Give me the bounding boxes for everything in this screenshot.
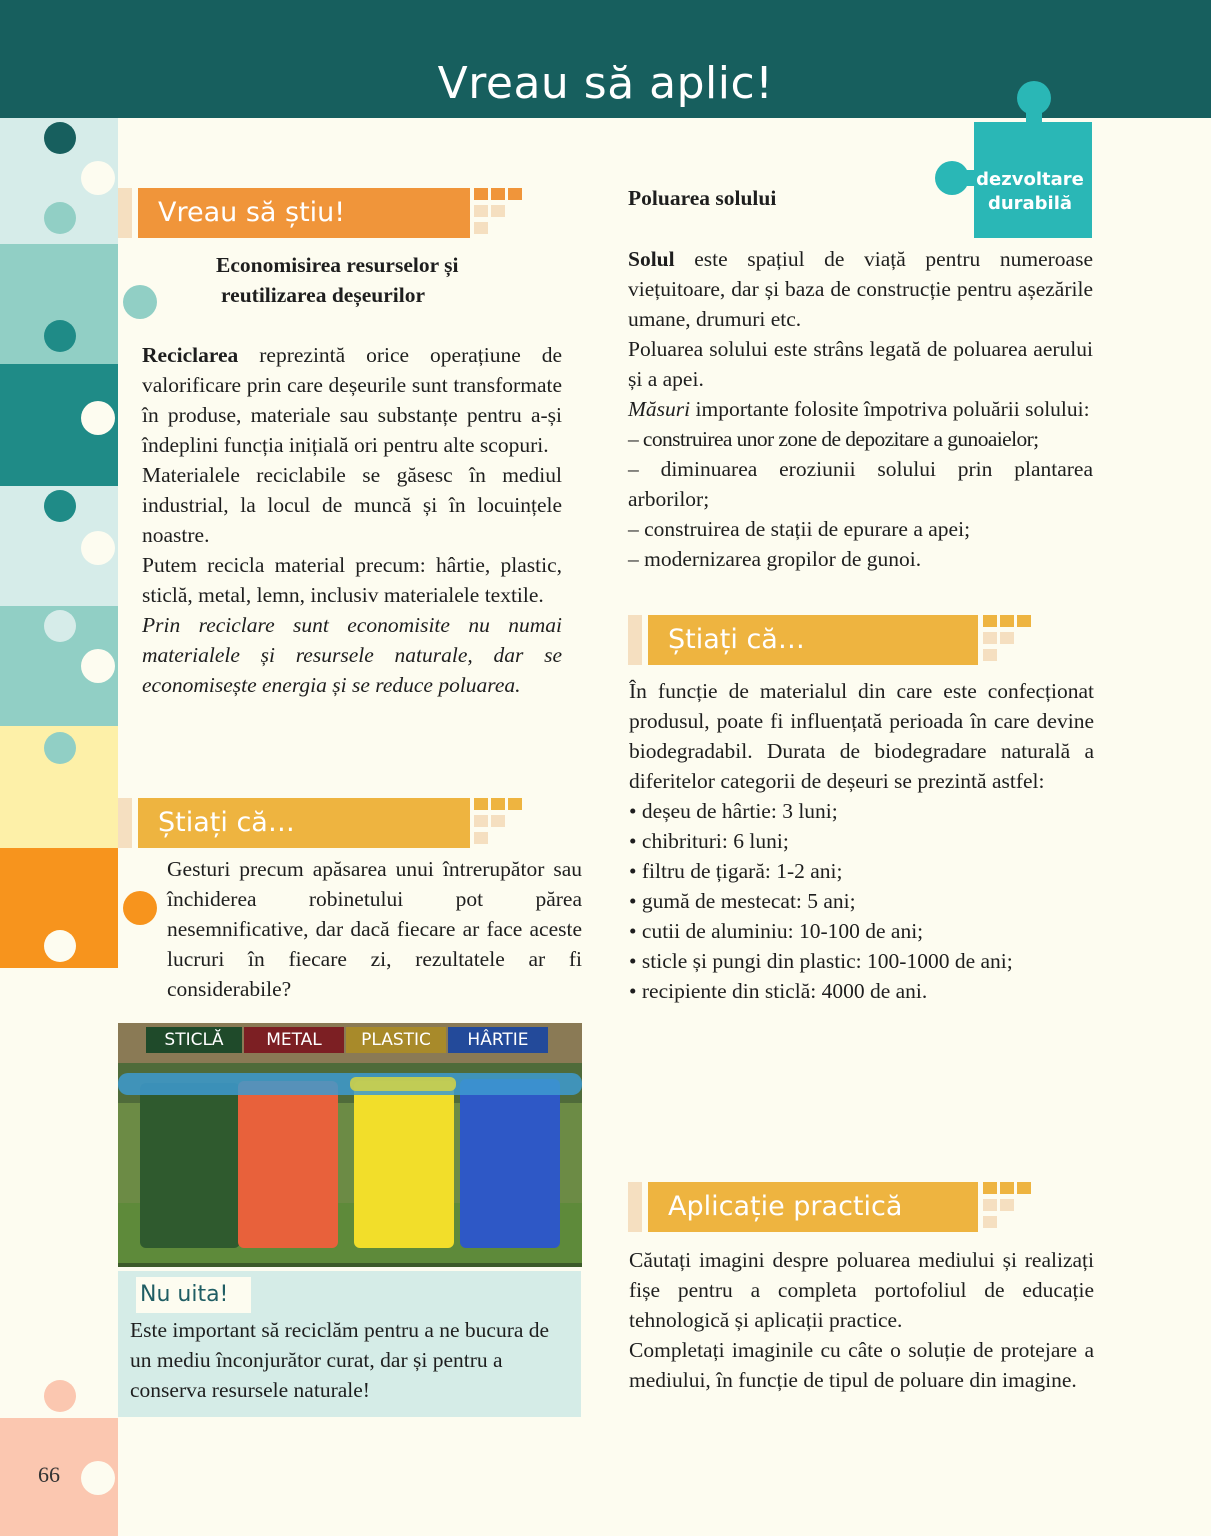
subtitle-line-1: Economisirea resurselor și bbox=[216, 253, 459, 277]
recycling-bins-photo bbox=[118, 1023, 582, 1267]
list-item: – construirea unor zone de depozitare a gunoaielor; bbox=[628, 427, 1039, 451]
solul-term: Solul bbox=[628, 247, 675, 271]
reciclarea-definition: reprezintă orice operațiune de valorificare prin care deșeurile sunt transformate în produse, materiale sau substanțe pentru a-și îndeplini funcția inițială ori pentru alte scopuri. bbox=[142, 343, 562, 457]
cautati-paragraph: Căutați imagini despre poluarea mediului și realizați fișe pentru a completa portofoliul de educație tehnologică și aplicații practice. bbox=[629, 1248, 1094, 1332]
heading-aplicatie-practica bbox=[628, 1182, 978, 1232]
badge-line-1: dezvoltare bbox=[976, 169, 1084, 190]
heading-label: Vreau să știu! bbox=[138, 188, 470, 238]
page-title: Vreau să aplic! bbox=[437, 58, 774, 109]
list-item: – modernizarea gropilor de gunoi. bbox=[628, 547, 922, 571]
list-item: • deșeu de hârtie: 3 luni; bbox=[629, 799, 838, 823]
heading-stripe bbox=[628, 615, 642, 665]
masuri-rest: importante folosite împotriva poluării solului: bbox=[690, 397, 1090, 421]
heading-stripe bbox=[118, 798, 132, 848]
heading-label: Știați că… bbox=[648, 615, 978, 665]
reciclabile-paragraph: Materialele reciclabile se găsesc în mediul industrial, la locul de muncă și în locuințele noastre. bbox=[142, 463, 562, 547]
list-item: • filtru de țigară: 1-2 ani; bbox=[629, 859, 843, 883]
stiati-ca-1-text bbox=[167, 854, 582, 1004]
heading-stripe bbox=[118, 188, 132, 238]
list-item: • gumă de mestecat: 5 ani; bbox=[629, 889, 856, 913]
reciclare-text bbox=[142, 340, 562, 700]
subtitle-resurse bbox=[216, 250, 516, 310]
list-item: – diminuarea eroziunii solului prin plantarea arborilor; bbox=[628, 457, 1093, 511]
label-metal: METAL bbox=[244, 1027, 344, 1053]
badge-label bbox=[975, 168, 1085, 216]
list-item: • recipiente din sticlă: 4000 de ani. bbox=[629, 979, 928, 1003]
stiati-ca-2-text bbox=[629, 676, 1094, 1006]
poluare-paragraph: Poluarea solului este strâns legată de poluarea aerului și a apei. bbox=[628, 337, 1093, 391]
poluarea-solului-title bbox=[628, 183, 928, 213]
aplicatie-text bbox=[629, 1245, 1094, 1395]
heading-label: Știați că… bbox=[138, 798, 470, 848]
gesturi-paragraph: Gesturi precum apăsarea unui întrerupător sau închiderea robinetului pot părea nesemnificative, dar dacă fiecare ar face aceste lucruri în fiecare zi, rezultatele ar fi considerabile? bbox=[167, 857, 582, 1001]
reciclarea-term: Reciclarea bbox=[142, 343, 239, 367]
list-item: • chibrituri: 6 luni; bbox=[629, 829, 789, 853]
solul-definition: este spațiul de viață pentru numeroase viețuitoare, dar și baza de construcție pentru așezările umane, drumuri etc. bbox=[628, 247, 1093, 331]
nu-uita-tag: Nu uita! bbox=[136, 1277, 251, 1313]
completati-paragraph: Completați imaginile cu câte o soluție de protejare a mediului, în funcție de tipul de poluare din imagine. bbox=[629, 1338, 1094, 1392]
section-title: Poluarea solului bbox=[628, 186, 777, 210]
nu-uita-text: Este important să reciclăm pentru a ne bucura de un mediu înconjurător curat, dar și pentru a conserva resursele naturale! bbox=[130, 1318, 550, 1402]
page-number: 66 bbox=[38, 1462, 60, 1487]
list-item: • cutii de aluminiu: 10-100 de ani; bbox=[629, 919, 924, 943]
heading-stiati-ca-1 bbox=[118, 798, 470, 848]
biodegradare-intro: În funcție de materialul din care este confecționat produsul, poate fi influențată perioada în care devine biodegradabil. Durata de biodegradare naturală a diferitelor categorii de deșeuri se prezintă astfel: bbox=[629, 679, 1094, 793]
economisire-paragraph: Prin reciclare sunt economisite nu numai materialele și resursele naturale, dar se economisește energia și se reduce poluarea. bbox=[142, 613, 562, 697]
label-plastic: PLASTIC bbox=[346, 1027, 446, 1053]
badge-line-2: durabilă bbox=[987, 193, 1073, 214]
label-sticla: STICLĂ bbox=[146, 1027, 242, 1053]
heading-stripe bbox=[628, 1182, 642, 1232]
heading-label: Aplicație practică bbox=[648, 1182, 978, 1232]
materiale-paragraph: Putem recicla material precum: hârtie, plastic, sticlă, metal, lemn, inclusiv materialele textile. bbox=[142, 553, 562, 607]
label-hartie: HÂRTIE bbox=[448, 1027, 548, 1053]
heading-vreau-sa-stiu bbox=[118, 188, 470, 238]
heading-stiati-ca-2 bbox=[628, 615, 978, 665]
bins-illustration bbox=[118, 1023, 582, 1267]
subtitle-line-2: reutilizarea deșeurilor bbox=[221, 283, 425, 307]
list-item: – construirea de stații de epurare a apei; bbox=[628, 517, 971, 541]
masuri-term: Măsuri bbox=[628, 397, 691, 421]
sol-text bbox=[628, 244, 1093, 574]
nu-uita-box bbox=[118, 1271, 581, 1417]
list-item: • sticle și pungi din plastic: 100-1000 de ani; bbox=[629, 949, 1013, 973]
